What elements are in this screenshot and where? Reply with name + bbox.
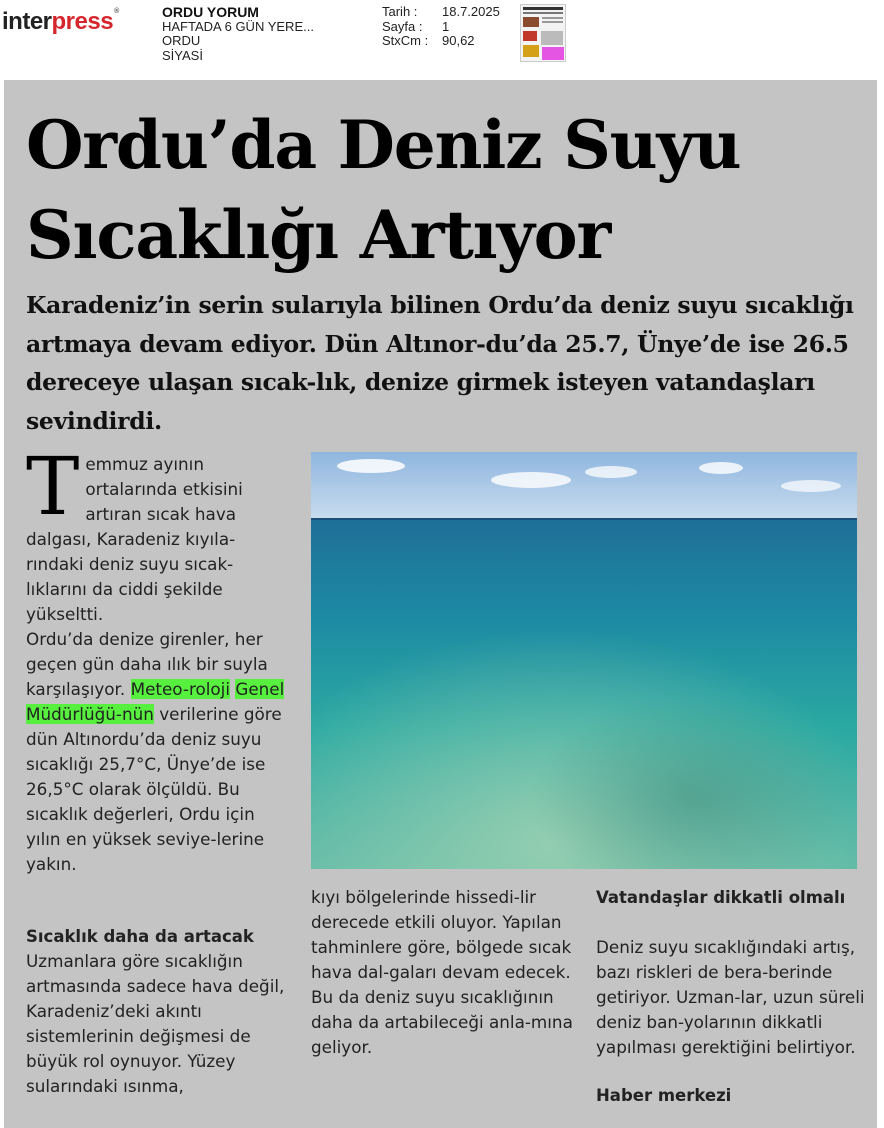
date-value: 18.7.2025 bbox=[442, 4, 500, 19]
headline: Ordu’da Deniz Suyu Sıcaklığı Artıyor bbox=[26, 106, 741, 274]
paragraph-1 bbox=[26, 440, 292, 627]
highlight: roloji bbox=[188, 679, 230, 699]
publication-category: SİYASİ bbox=[162, 47, 203, 63]
size-row bbox=[382, 34, 500, 49]
date-label: Tarih : bbox=[382, 4, 418, 19]
clipping-header bbox=[0, 0, 884, 80]
logo-text: inter bbox=[2, 8, 52, 35]
size-value: 90,62 bbox=[442, 33, 475, 48]
drop-cap: T bbox=[26, 440, 80, 533]
highlight: Meteo- bbox=[130, 679, 189, 699]
publication-city: ORDU bbox=[162, 33, 201, 48]
page-thumbnail[interactable] bbox=[520, 4, 566, 62]
interpress-logo bbox=[2, 8, 119, 36]
paragraph-3: Uzmanlara göre sıcaklığın artmasında sadece hava değil, Karadeniz’deki akıntı sistemlerinin değişmesi de büyük rol oynuyor. Yüzey sularındaki ısınma, bbox=[26, 951, 285, 1096]
paragraph-1-text: emmuz ayının ortalarında etkisini artıran sıcak hava dalgası, Karadeniz kıyıla-rındaki deniz suyu sıcak-lıklarını da ciddi şekilde yükseltti. bbox=[26, 454, 243, 624]
paragraph-2: Ordu’da denize girenler, her geçen gün daha ılık bir suyla karşılaşıyor. Meteo-roloji Genel Müdürlüğü-nün verilerine göre dün Altınordu’da deniz suyu sıcaklığı 25,7°C, Ünye’de ise 26,5°C olarak ölçüldü. Bu sıcaklık değerleri, Ordu için yılın en yüksek seviye-lerine yakın. bbox=[26, 629, 285, 874]
page-label: Sayfa : bbox=[382, 18, 423, 34]
page-value: 1 bbox=[442, 18, 450, 34]
size-label: StxCm : bbox=[382, 33, 429, 48]
column-1 bbox=[26, 440, 292, 877]
sea-photo bbox=[311, 452, 857, 869]
page-row bbox=[382, 20, 500, 35]
paragraph-4: kıyı bölgelerinde hissedi-lir derecede etkili oluyor. Yapılan tahminlere göre, bölgede sıcak hava dal-gaları devam edecek. Bu da deniz suyu sıcaklığının daha da artabileceği anla-mına geliyor. bbox=[311, 887, 573, 1057]
highlight: Genel bbox=[235, 679, 285, 699]
publication-name: ORDU YORUM bbox=[162, 4, 259, 20]
subheading-2: Vatandaşlar dikkatli olmalı bbox=[596, 888, 846, 907]
subheading-1: Sıcaklık daha da artacak bbox=[26, 927, 254, 946]
news-clipping bbox=[4, 80, 877, 1128]
signature: Haber merkezi bbox=[596, 1086, 732, 1105]
publication-frequency: HAFTADA 6 GÜN YERE... bbox=[162, 18, 314, 34]
paragraph-5: Deniz suyu sıcaklığındaki artış, bazı riskleri de bera-berinde getiriyor. Uzman-lar, uzun süreli deniz ban-yolarının dikkatli yapılması gerektiğini belirtiyor. bbox=[596, 937, 865, 1057]
date-row bbox=[382, 5, 500, 20]
publication-info bbox=[162, 5, 314, 63]
highlight: Müdürlüğü- bbox=[26, 704, 122, 724]
clipping-meta bbox=[382, 5, 500, 49]
logo-accent-text: press bbox=[51, 8, 114, 35]
spot-text: Karadeniz’in serin sularıyla bilinen Ordu’da deniz suyu sıcaklığı artmaya devam ediyor. Dün Altınor-du’da 25.7, Ünye’de ise 26.5 dereceye ulaşan sıcak-lık, denize girmek isteyen vatandaşları sevindirdi. bbox=[26, 291, 854, 435]
highlight: nün bbox=[121, 704, 154, 724]
registered-mark: ® bbox=[114, 8, 119, 15]
